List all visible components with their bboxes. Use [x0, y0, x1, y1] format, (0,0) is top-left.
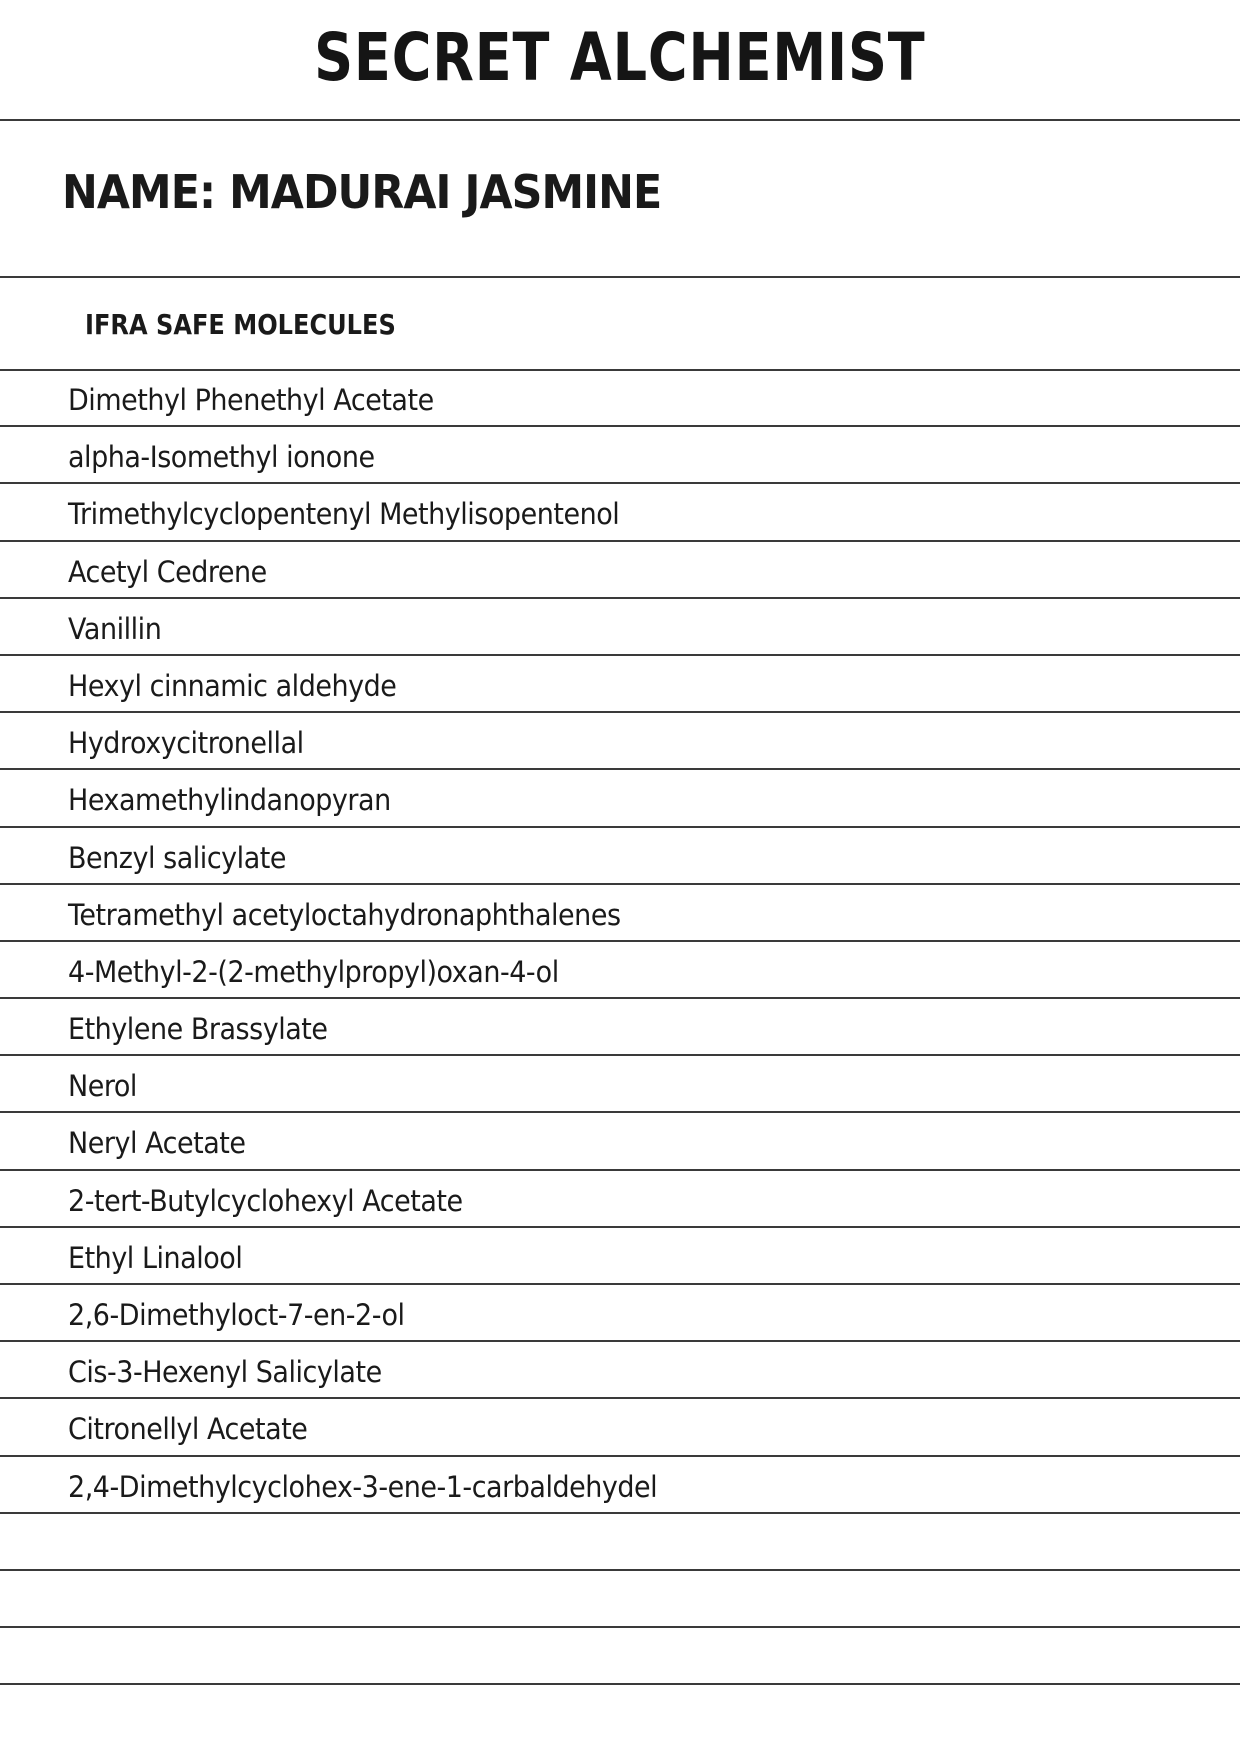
- brand-header: [0, 0, 1240, 120]
- molecule-name: Hexyl cinnamic aldehyde: [68, 668, 397, 703]
- molecule-name: 2,6-Dimethyloct-7-en-2-ol: [68, 1298, 405, 1332]
- empty-list-item: [0, 1628, 1240, 1685]
- molecule-name: Neryl Acetate: [68, 1126, 246, 1161]
- divider: [0, 119, 1240, 121]
- list-item: [0, 885, 1240, 942]
- molecule-name: alpha-Isomethyl ionone: [68, 440, 375, 475]
- molecule-name: Citronellyl Acetate: [68, 1412, 308, 1447]
- section-heading: IFRA SAFE MOLECULES: [85, 308, 396, 341]
- list-item: [0, 942, 1240, 999]
- molecule-name: Tetramethyl acetyloctahydronaphthalenes: [68, 897, 621, 932]
- list-item: [0, 656, 1240, 713]
- list-item: [0, 770, 1240, 827]
- list-item: [0, 599, 1240, 656]
- list-item: [0, 999, 1240, 1056]
- list-item: [0, 427, 1240, 484]
- list-item: [0, 1342, 1240, 1399]
- molecule-list: [0, 370, 1240, 1685]
- list-item: [0, 370, 1240, 427]
- molecule-name: 4-Methyl-2-(2-methylpropyl)oxan-4-ol: [68, 954, 559, 989]
- molecule-name: Benzyl salicylate: [68, 840, 287, 875]
- brand-title: SECRET ALCHEMIST: [314, 19, 926, 96]
- molecule-name: 2,4-Dimethylcyclohex-3-ene-1-carbaldehydel: [68, 1469, 658, 1504]
- list-item: [0, 1113, 1240, 1170]
- molecule-name: Trimethylcyclopentenyl Methylisopentenol: [68, 497, 620, 532]
- molecule-name: Hexamethylindanopyran: [68, 783, 391, 818]
- empty-list-item: [0, 1571, 1240, 1628]
- list-item: [0, 1457, 1240, 1514]
- list-item: [0, 484, 1240, 541]
- molecule-name: Vanillin: [68, 611, 162, 646]
- list-item: [0, 1399, 1240, 1456]
- list-item: [0, 1171, 1240, 1228]
- molecule-name: Dimethyl Phenethyl Acetate: [68, 383, 434, 417]
- molecule-name: Ethyl Linalool: [68, 1240, 243, 1275]
- molecule-name: 2-tert-Butylcyclohexyl Acetate: [68, 1183, 463, 1218]
- molecule-name: Cis-3-Hexenyl Salicylate: [68, 1355, 382, 1390]
- molecule-name: Acetyl Cedrene: [68, 554, 267, 589]
- list-item: [0, 713, 1240, 770]
- product-name: NAME: MADURAI JASMINE: [62, 165, 662, 219]
- list-item: [0, 1228, 1240, 1285]
- molecule-name: Ethylene Brassylate: [68, 1012, 328, 1047]
- list-item: [0, 1285, 1240, 1342]
- list-item: [0, 1056, 1240, 1113]
- molecule-name: Hydroxycitronellal: [68, 726, 304, 761]
- molecule-name: Nerol: [68, 1069, 137, 1104]
- list-item: [0, 542, 1240, 599]
- divider: [0, 276, 1240, 278]
- list-item: [0, 828, 1240, 885]
- empty-list-item: [0, 1514, 1240, 1571]
